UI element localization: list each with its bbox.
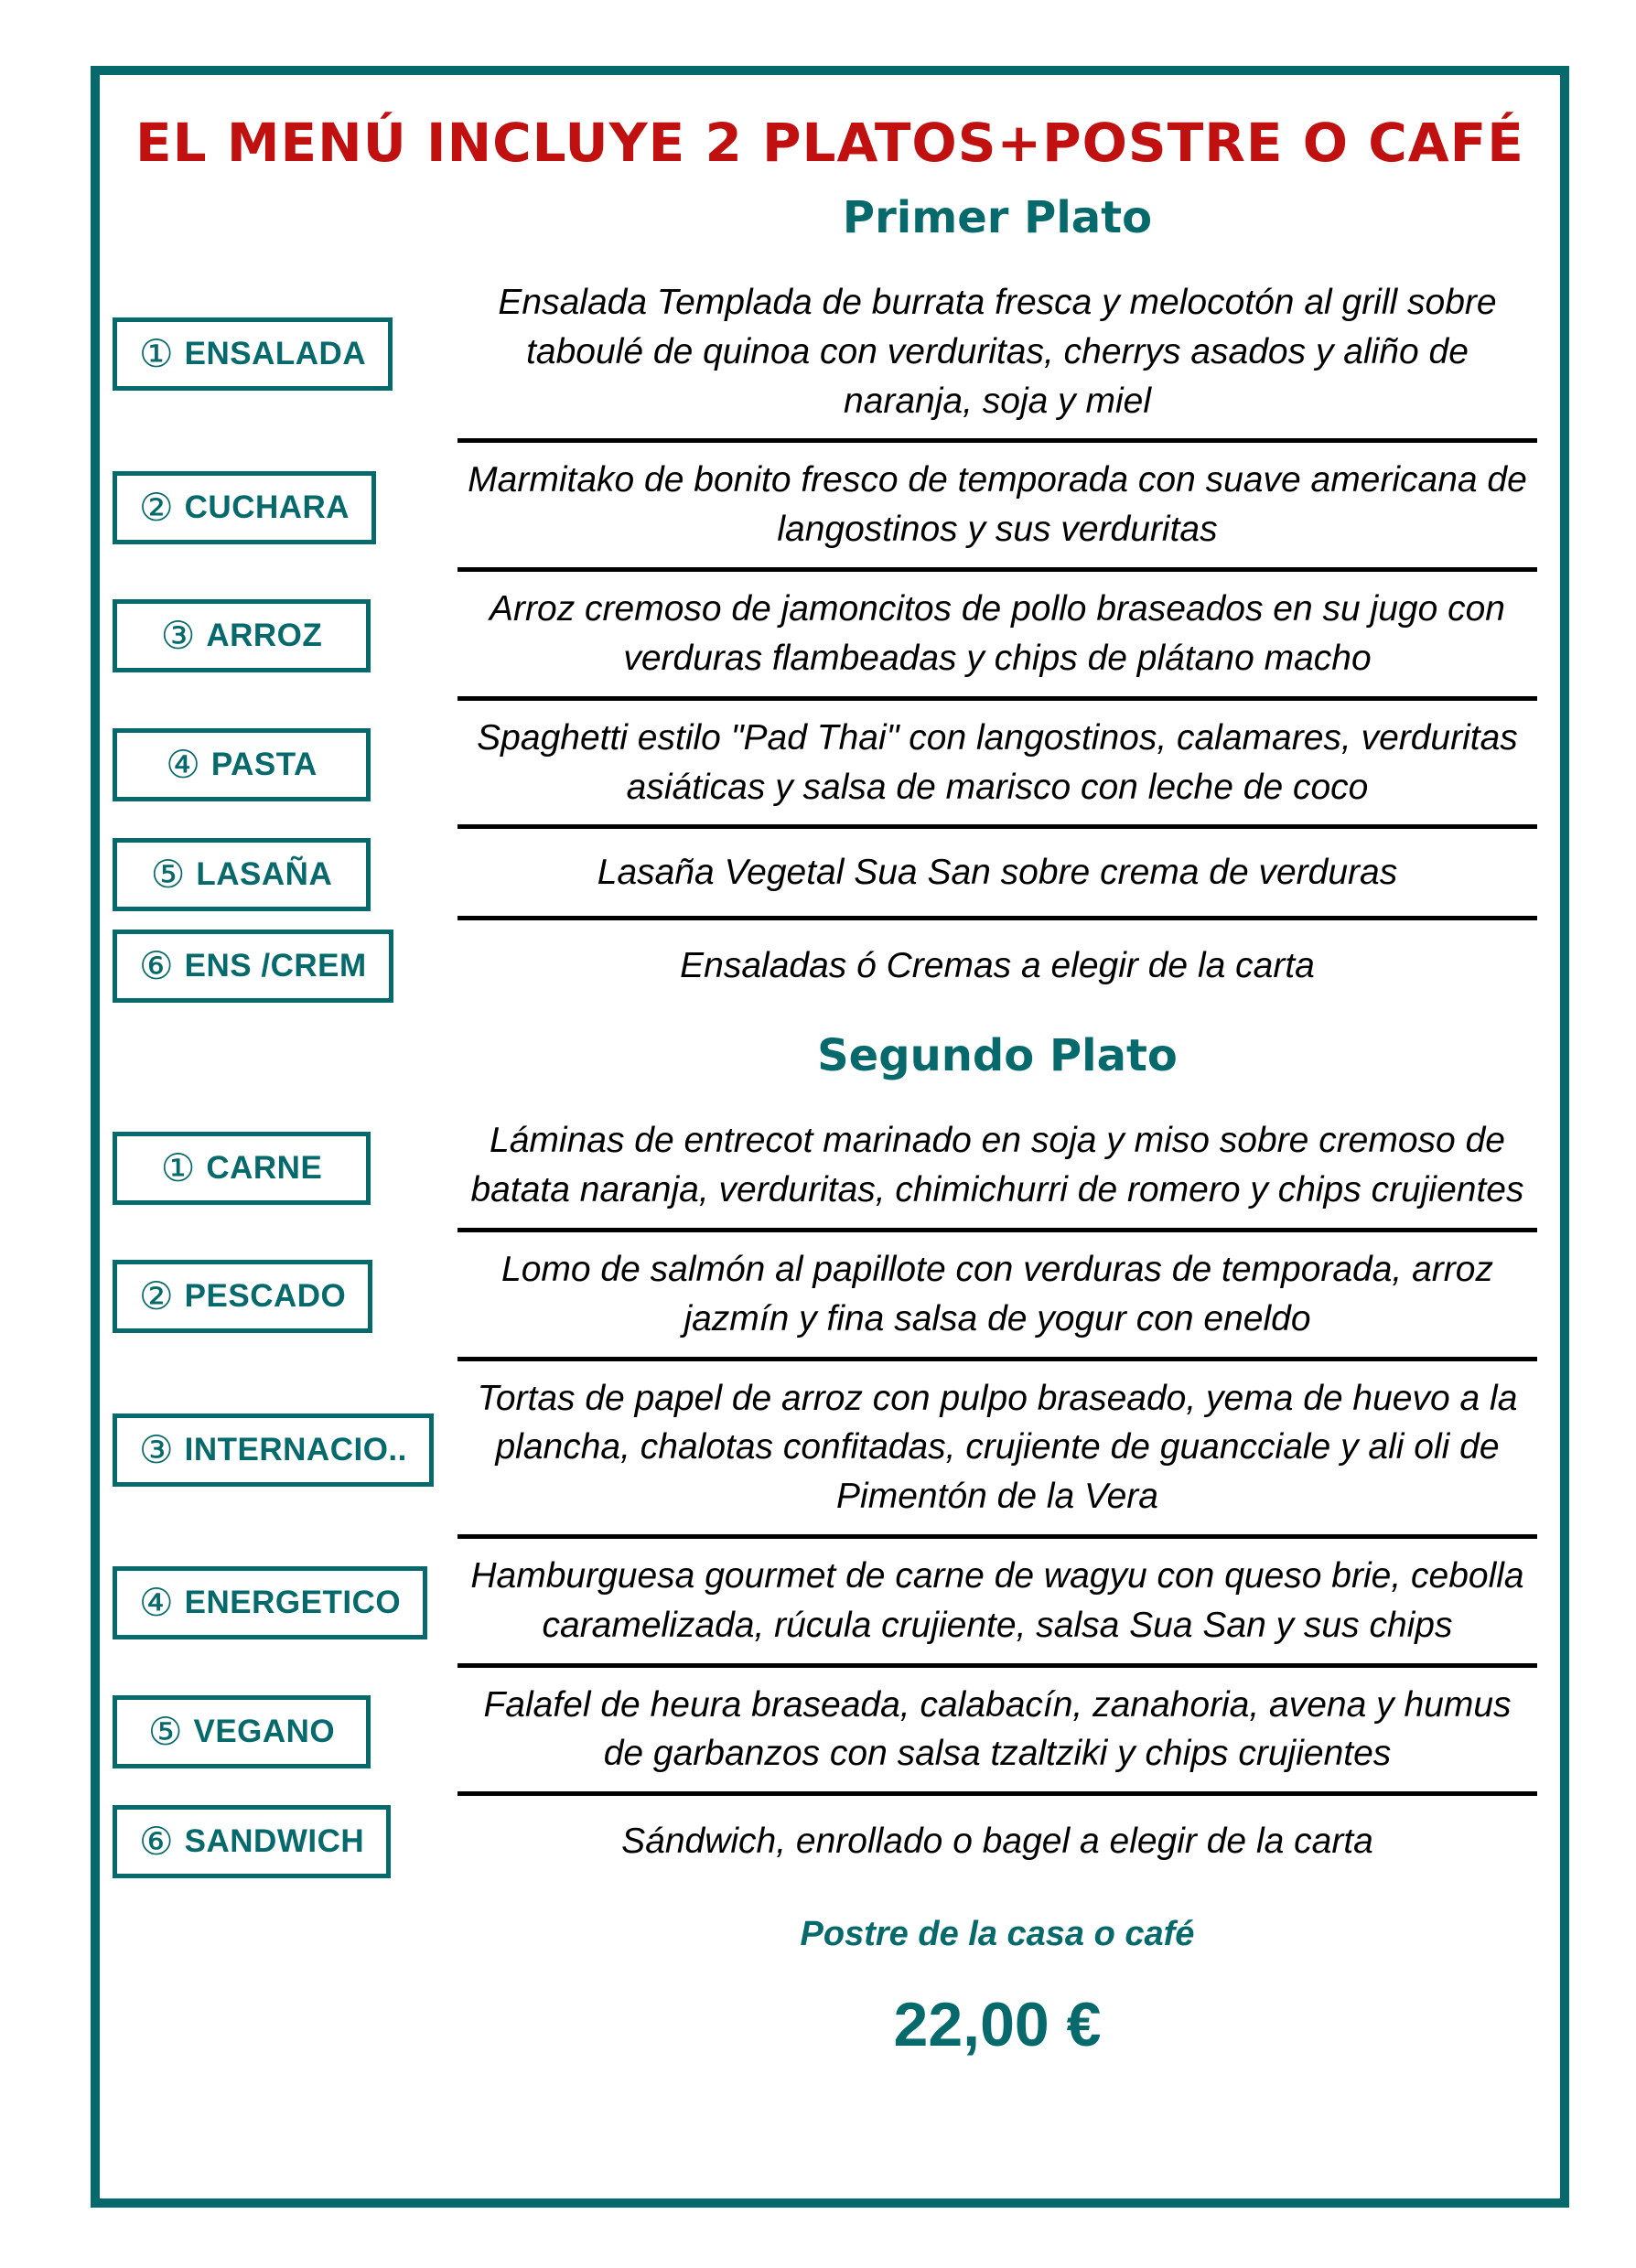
dish-description: Lasaña Vegetal Sua San sobre crema de verduras [457, 829, 1537, 920]
category-box-energetico [113, 1566, 427, 1639]
category-number: ⑤ [150, 853, 186, 897]
category-label: LASAÑA [196, 856, 333, 893]
category-number: ④ [139, 1581, 174, 1625]
menu-frame [91, 66, 1569, 2208]
category-label: INTERNACIO.. [184, 1431, 407, 1467]
menu-row [100, 572, 1560, 701]
menu-row [100, 443, 1560, 572]
category-number: ③ [139, 1427, 174, 1471]
dish-description: Spaghetti estilo "Pad Thai" con langostinos, calamares, verduritas asiáticas y salsa de marisco con leche de coco [457, 701, 1537, 830]
dessert-note: Postre de la casa o café [800, 1915, 1195, 1954]
category-box-internacional [113, 1413, 434, 1487]
category-label: ENERGETICO [184, 1585, 402, 1621]
category-box-arroz [113, 599, 371, 672]
dish-description: Ensaladas ó Cremas a elegir de la carta [680, 946, 1315, 986]
category-label: VEGANO [193, 1713, 336, 1749]
category-number: ⑤ [147, 1709, 183, 1753]
category-number: ⑥ [139, 1820, 174, 1864]
category-label: ENSALADA [184, 336, 367, 372]
section-heading-segundo-plato: Segundo Plato [817, 1030, 1178, 1082]
category-number: ② [139, 1274, 174, 1318]
category-box-carne [113, 1132, 371, 1205]
category-box-lasana [113, 838, 371, 911]
category-label: ARROZ [206, 618, 323, 654]
menu-row [100, 1539, 1560, 1668]
category-number: ① [139, 332, 174, 376]
category-label: CARNE [206, 1149, 323, 1186]
category-box-sandwich [113, 1805, 391, 1878]
category-number: ⑥ [139, 944, 174, 988]
category-box-pescado [113, 1260, 372, 1333]
category-label: PESCADO [184, 1278, 347, 1315]
category-label: ENS /CREM [184, 948, 367, 984]
segundo-plato-rows [100, 1103, 1560, 1887]
menu-row [100, 920, 1560, 1012]
menu-row [100, 1796, 1560, 1887]
dish-description: Falafel de heura braseada, calabacín, zanahoria, avena y humus de garbanzos con salsa tzaltziki y chips crujientes [457, 1668, 1537, 1797]
dish-description: Láminas de entrecot marinado en soja y miso sobre cremoso de batata naranja, verduritas, chimichurri de romero y chips crujientes [457, 1103, 1537, 1232]
menu-row [100, 1232, 1560, 1361]
category-label: PASTA [210, 747, 318, 782]
menu-row [100, 265, 1560, 443]
dish-description: Hamburguesa gourmet de carne de wagyu con queso brie, cebolla caramelizada, rúcula crujiente, salsa Sua San y sus chips [457, 1539, 1537, 1668]
menu-title: EL MENÚ INCLUYE 2 PLATOS+POSTRE O CAFÉ [135, 112, 1524, 174]
dish-description: Marmitako de bonito fresco de temporada con suave americana de langostinos y sus verduritas [457, 443, 1537, 572]
menu-row [100, 1668, 1560, 1797]
menu-price: 22,00 € [893, 1990, 1102, 2060]
category-box-pasta [113, 728, 371, 801]
menu-row [100, 1361, 1560, 1539]
section-heading-primer-plato: Primer Plato [842, 192, 1153, 243]
category-box-ens-crem [113, 930, 393, 1003]
menu-row [100, 701, 1560, 830]
menu-row [100, 829, 1560, 920]
category-box-ensalada [113, 317, 393, 391]
dish-description: Tortas de papel de arroz con pulpo braseado, yema de huevo a la plancha, chalotas confitadas, crujiente de guancciale y ali oli de Pimentón de la Vera [457, 1361, 1537, 1539]
dish-description: Ensalada Templada de burrata fresca y melocotón al grill sobre taboulé de quinoa con verduritas, cherrys asados y aliño de naranja, soja y miel [457, 265, 1537, 443]
category-number: ④ [166, 743, 200, 786]
menu-row [100, 1103, 1560, 1232]
category-box-cuchara [113, 471, 376, 544]
category-number: ② [139, 485, 174, 529]
category-box-vegano [113, 1695, 371, 1768]
category-label: CUCHARA [184, 489, 350, 525]
dish-description: Lomo de salmón al papillote con verduras de temporada, arroz jazmín y fina salsa de yogur con eneldo [457, 1232, 1537, 1361]
dish-description: Arroz cremoso de jamoncitos de pollo braseados en su jugo con verduras flambeadas y chips de plátano macho [457, 572, 1537, 701]
primer-plato-rows [100, 265, 1560, 1012]
category-number: ① [160, 1145, 196, 1189]
dish-description: Sándwich, enrollado o bagel a elegir de la carta [621, 1822, 1373, 1862]
category-number: ③ [160, 614, 196, 658]
category-label: SANDWICH [184, 1823, 365, 1860]
